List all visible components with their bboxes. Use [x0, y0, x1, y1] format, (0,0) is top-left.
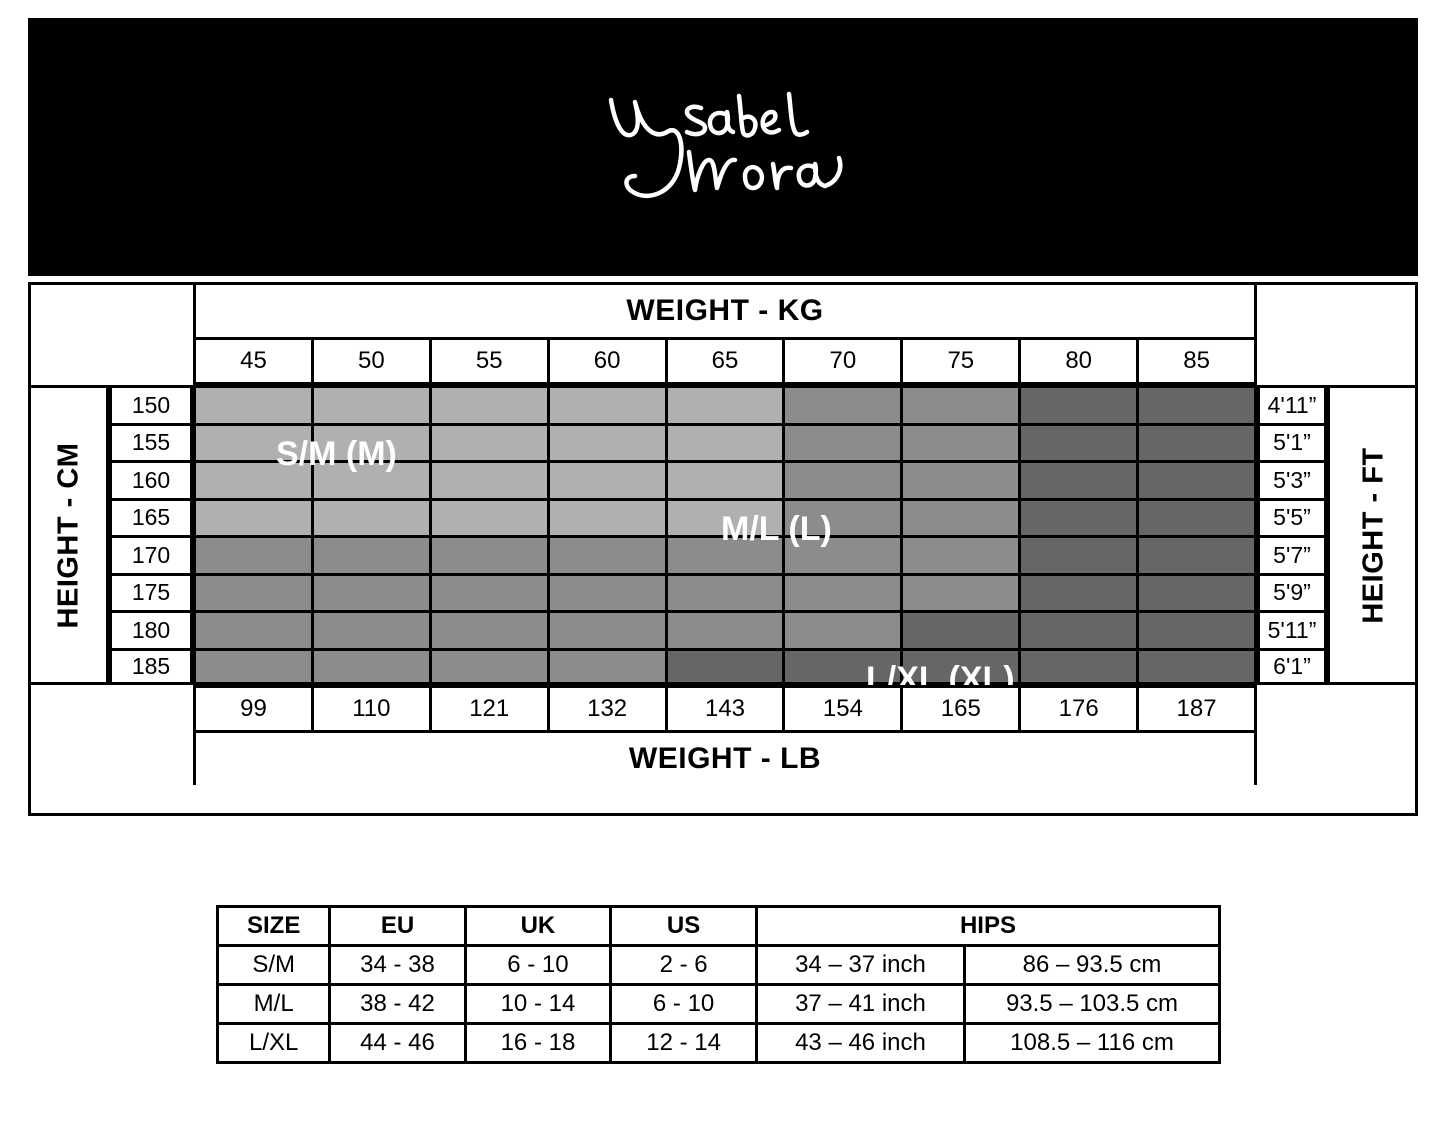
heatmap-cell-185-80: [1018, 648, 1136, 686]
heatmap-cell-185-60: [547, 648, 665, 686]
heatmap-cell-160-65: [665, 460, 783, 498]
heatmap-cell-170-65: [665, 535, 783, 573]
heatmap-row: [193, 460, 1257, 498]
cm-tick: 165: [109, 498, 193, 536]
heatmap-cell-180-55: [429, 610, 547, 648]
heatmap-cell-165-45: [193, 498, 311, 536]
cell-eu: 34 - 38: [330, 946, 465, 985]
heatmap-cell-175-60: [547, 573, 665, 611]
height-cm-axis-label: [31, 385, 109, 685]
cell-hips-inch: 37 – 41 inch: [756, 985, 964, 1024]
kg-tick: 45: [193, 340, 311, 385]
kg-tick: 50: [311, 340, 429, 385]
kg-tick: 85: [1136, 340, 1257, 385]
cell-us: 12 - 14: [611, 1024, 757, 1063]
heatmap-cell-175-85: [1136, 573, 1257, 611]
heatmap-cell-150-45: [193, 385, 311, 423]
heatmap-cell-165-50: [311, 498, 429, 536]
lb-tick: 187: [1136, 685, 1257, 730]
cell-eu: 44 - 46: [330, 1024, 465, 1063]
heatmap-cell-155-65: [665, 423, 783, 461]
heatmap-cell-170-60: [547, 535, 665, 573]
heatmap-cell-160-85: [1136, 460, 1257, 498]
column-header-hips: HIPS: [756, 907, 1219, 946]
cell-size: L/XL: [218, 1024, 330, 1063]
ft-tick: 4'11”: [1257, 385, 1327, 423]
heatmap-cell-180-85: [1136, 610, 1257, 648]
table-header-row: [218, 907, 1220, 946]
cell-eu: 38 - 42: [330, 985, 465, 1024]
heatmap-cell-160-45: [193, 460, 311, 498]
heatmap-cell-175-75: [900, 573, 1018, 611]
heatmap-cell-185-65: [665, 648, 783, 686]
kg-tick: 70: [782, 340, 900, 385]
cm-tick: 180: [109, 610, 193, 648]
table-row: [218, 946, 1220, 985]
heatmap-cell-180-45: [193, 610, 311, 648]
heatmap-cell-160-50: [311, 460, 429, 498]
heatmap-cell-170-85: [1136, 535, 1257, 573]
zone-label-lxl: L/XL (XL): [866, 660, 1015, 698]
heatmap-cell-150-60: [547, 385, 665, 423]
lb-tick: 110: [311, 685, 429, 730]
cell-size: S/M: [218, 946, 330, 985]
heatmap-cell-150-55: [429, 385, 547, 423]
heatmap-cell-165-70: [782, 498, 900, 536]
ysabel-mora-logo-icon: [593, 82, 853, 212]
cell-us: 6 - 10: [611, 985, 757, 1024]
heatmap-cell-155-80: [1018, 423, 1136, 461]
heatmap-cell-170-80: [1018, 535, 1136, 573]
kg-tick: 55: [429, 340, 547, 385]
zone-label-ml: M/L (L): [721, 510, 832, 548]
heatmap-cell-165-75: [900, 498, 1018, 536]
heatmap-row: [193, 385, 1257, 423]
kg-tick: 65: [665, 340, 783, 385]
heatmap-cell-170-70: [782, 535, 900, 573]
cm-tick: 155: [109, 423, 193, 461]
heatmap-cell-160-80: [1018, 460, 1136, 498]
cell-hips-inch: 34 – 37 inch: [756, 946, 964, 985]
weight-kg-scale: [193, 340, 1257, 385]
height-cm-scale: [109, 385, 193, 685]
heatmap-cell-180-50: [311, 610, 429, 648]
heatmap-row: [193, 573, 1257, 611]
lb-tick: 176: [1018, 685, 1136, 730]
heatmap-cell-175-65: [665, 573, 783, 611]
cell-hips-cm: 93.5 – 103.5 cm: [965, 985, 1220, 1024]
ft-tick: 5'9”: [1257, 573, 1327, 611]
height-ft-axis-label-text: HEIGHT - FT: [1357, 446, 1390, 624]
heatmap-cell-175-55: [429, 573, 547, 611]
ft-tick: 5'11”: [1257, 610, 1327, 648]
heatmap-cell-155-60: [547, 423, 665, 461]
column-header-eu: EU: [330, 907, 465, 946]
lb-tick: 99: [193, 685, 311, 730]
kg-tick: 80: [1018, 340, 1136, 385]
heatmap-cell-180-75: [900, 610, 1018, 648]
heatmap-row: [193, 423, 1257, 461]
heatmap-cell-180-60: [547, 610, 665, 648]
heatmap-cell-175-45: [193, 573, 311, 611]
heatmap-cell-165-80: [1018, 498, 1136, 536]
heatmap-row: [193, 498, 1257, 536]
lb-tick: 165: [900, 685, 1018, 730]
heatmap-cell-165-65: [665, 498, 783, 536]
column-header-us: US: [611, 907, 757, 946]
size-heatmap-grid: [193, 385, 1257, 685]
size-conversion-table: [216, 905, 1221, 1064]
heatmap-cell-175-80: [1018, 573, 1136, 611]
ft-tick: 5'7”: [1257, 535, 1327, 573]
weight-lb-scale: [193, 685, 1257, 730]
size-chart: [28, 282, 1418, 816]
cm-tick: 160: [109, 460, 193, 498]
height-ft-axis-label: [1327, 385, 1418, 685]
heatmap-cell-150-50: [311, 385, 429, 423]
kg-tick: 60: [547, 340, 665, 385]
heatmap-cell-165-60: [547, 498, 665, 536]
heatmap-cell-180-80: [1018, 610, 1136, 648]
cell-hips-inch: 43 – 46 inch: [756, 1024, 964, 1063]
lb-tick: 121: [429, 685, 547, 730]
heatmap-cell-165-85: [1136, 498, 1257, 536]
cell-us: 2 - 6: [611, 946, 757, 985]
kg-tick: 75: [900, 340, 1018, 385]
zone-label-sm: S/M (M): [276, 435, 397, 473]
heatmap-cell-150-80: [1018, 385, 1136, 423]
lb-tick: 132: [547, 685, 665, 730]
cm-tick: 175: [109, 573, 193, 611]
heatmap-row: [193, 610, 1257, 648]
ft-tick: 5'1”: [1257, 423, 1327, 461]
heatmap-cell-170-55: [429, 535, 547, 573]
heatmap-cell-180-65: [665, 610, 783, 648]
heatmap-cell-180-70: [782, 610, 900, 648]
table-row: [218, 1024, 1220, 1063]
heatmap-cell-160-70: [782, 460, 900, 498]
cm-tick: 185: [109, 648, 193, 686]
brand-header-band: [28, 18, 1418, 276]
ft-tick: 5'3”: [1257, 460, 1327, 498]
heatmap-cell-175-70: [782, 573, 900, 611]
column-header-uk: UK: [465, 907, 611, 946]
ft-tick: 5'5”: [1257, 498, 1327, 536]
weight-kg-header: WEIGHT - KG: [193, 285, 1257, 340]
lb-tick: 143: [665, 685, 783, 730]
heatmap-cell-185-55: [429, 648, 547, 686]
cell-uk: 10 - 14: [465, 985, 611, 1024]
cell-hips-cm: 86 – 93.5 cm: [965, 946, 1220, 985]
ft-tick: 6'1”: [1257, 648, 1327, 686]
heatmap-cell-155-45: [193, 423, 311, 461]
heatmap-row: [193, 535, 1257, 573]
heatmap-cell-185-70: [782, 648, 900, 686]
heatmap-cell-150-65: [665, 385, 783, 423]
heatmap-cell-185-50: [311, 648, 429, 686]
heatmap-cell-150-75: [900, 385, 1018, 423]
cell-hips-cm: 108.5 – 116 cm: [965, 1024, 1220, 1063]
lb-tick: 154: [782, 685, 900, 730]
heatmap-cell-160-55: [429, 460, 547, 498]
heatmap-cell-150-85: [1136, 385, 1257, 423]
weight-lb-header: WEIGHT - LB: [193, 730, 1257, 785]
cell-uk: 16 - 18: [465, 1024, 611, 1063]
heatmap-cell-170-45: [193, 535, 311, 573]
table-row: [218, 985, 1220, 1024]
heatmap-cell-165-55: [429, 498, 547, 536]
height-ft-scale: [1257, 385, 1327, 685]
heatmap-cell-155-75: [900, 423, 1018, 461]
heatmap-cell-160-60: [547, 460, 665, 498]
heatmap-cell-155-55: [429, 423, 547, 461]
heatmap-cell-160-75: [900, 460, 1018, 498]
heatmap-cell-185-85: [1136, 648, 1257, 686]
heatmap-row: [193, 648, 1257, 686]
heatmap-cell-155-50: [311, 423, 429, 461]
cm-tick: 170: [109, 535, 193, 573]
heatmap-cell-185-75: [900, 648, 1018, 686]
heatmap-cell-155-70: [782, 423, 900, 461]
heatmap-cell-175-50: [311, 573, 429, 611]
heatmap-cell-150-70: [782, 385, 900, 423]
heatmap-cell-170-75: [900, 535, 1018, 573]
height-cm-axis-label-text: HEIGHT - CM: [52, 442, 84, 628]
heatmap-cell-185-45: [193, 648, 311, 686]
cell-size: M/L: [218, 985, 330, 1024]
column-header-size: SIZE: [218, 907, 330, 946]
cell-uk: 6 - 10: [465, 946, 611, 985]
heatmap-cell-155-85: [1136, 423, 1257, 461]
heatmap-cell-170-50: [311, 535, 429, 573]
cm-tick: 150: [109, 385, 193, 423]
